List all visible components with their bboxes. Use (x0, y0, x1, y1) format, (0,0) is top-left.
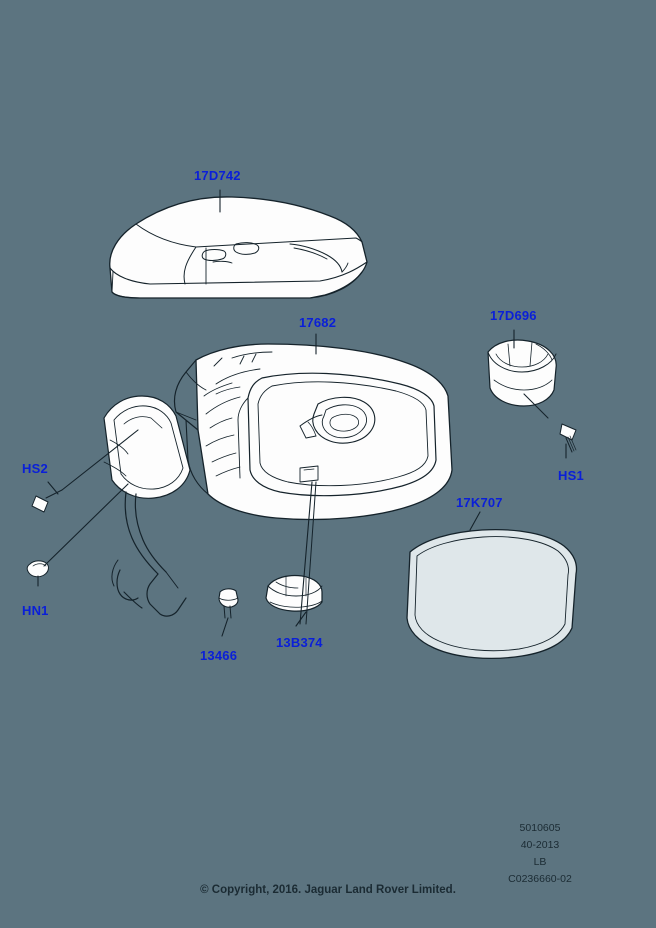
callout-17682[interactable]: 17682 (299, 315, 337, 330)
callout-HS1[interactable]: HS1 (558, 468, 584, 483)
callout-17K707[interactable]: 17K707 (456, 495, 503, 510)
drawing-code: LB (533, 856, 547, 868)
callout-13466[interactable]: 13466 (200, 648, 238, 663)
part-mirror-housing-17682 (104, 344, 452, 616)
drawing-revision: 40-2013 (520, 839, 560, 851)
callout-17D696[interactable]: 17D696 (490, 308, 537, 323)
part-mirror-cover-17D742 (110, 197, 367, 298)
callout-13B374[interactable]: 13B374 (276, 635, 323, 650)
callout-HN1[interactable]: HN1 (22, 603, 49, 618)
callout-HS2[interactable]: HS2 (22, 461, 48, 476)
part-mirror-glass-17K707 (407, 530, 577, 659)
drawing-info-block (480, 820, 600, 888)
drawing-number: 5010605 (519, 822, 561, 834)
part-bulb-13466 (219, 589, 238, 618)
callout-17D742[interactable]: 17D742 (194, 168, 241, 183)
copyright-notice: © Copyright, 2016. Jaguar Land Rover Limited. (200, 884, 456, 896)
part-screw-hs1 (560, 424, 576, 452)
part-nut-hn1 (27, 561, 48, 577)
drawing-part-code: C0236660-02 (508, 873, 572, 885)
part-mirror-motor-17D696 (488, 340, 556, 406)
part-lamp-13B374 (266, 575, 322, 611)
